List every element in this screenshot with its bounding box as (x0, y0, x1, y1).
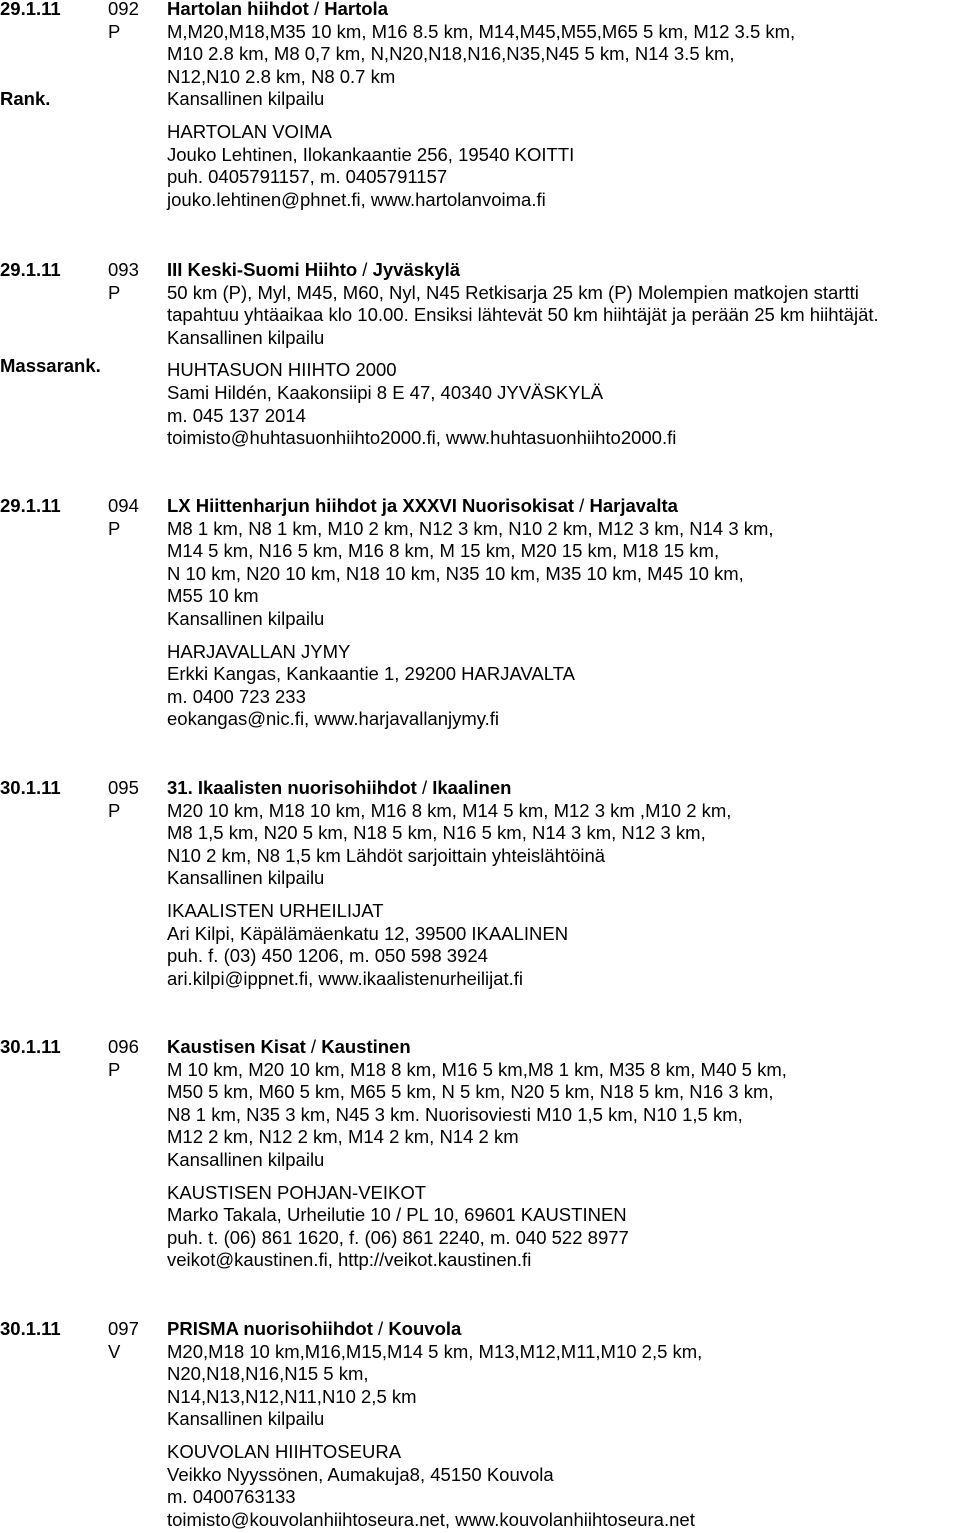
organizer-phone: m. 0400 723 233 (167, 685, 306, 707)
organizer-club: KOUVOLAN HIIHTOSEURA (167, 1440, 402, 1462)
event-description-line: M8 1 km, N8 1 km, M10 2 km, N12 3 km, N10 2 km, M12 3 km, N14 3 km, (167, 517, 774, 539)
event-class: P (108, 799, 121, 821)
organizer-club: IKAALISTEN URHEILIJAT (167, 899, 384, 921)
event-competition-level: Kansallinen kilpailu (167, 1408, 325, 1430)
event-body (167, 1318, 957, 1531)
organizer-links: ari.kilpi@ippnet.fi, www.ikaalistenurheilijat.fi (167, 967, 524, 989)
organizer-links: eokangas@nic.fi, www.harjavallanjymy.fi (167, 708, 500, 730)
event-description-line: M55 10 km (167, 585, 259, 607)
event-class: P (108, 281, 121, 303)
event-description-line: M12 2 km, N12 2 km, M14 2 km, N14 2 km (167, 1126, 519, 1148)
event-title: PRISMA nuorisohiihdot / Kouvola (167, 1318, 462, 1339)
organizer-phone: puh. 0405791157, m. 0405791157 (167, 166, 448, 188)
event-date: 29.1.11 (0, 259, 61, 280)
event-description-line: N 10 km, N20 10 km, N18 10 km, N35 10 km, M35 10 km, M45 10 km, (167, 562, 744, 584)
organizer-contact: Ari Kilpi, Käpälämäenkatu 12, 39500 IKAALINEN (167, 922, 569, 944)
organizer-club: KAUSTISEN POHJAN-VEIKOT (167, 1181, 427, 1203)
event-title: Hartolan hiihdot / Hartola (167, 0, 388, 19)
organizer-club: HARTOLAN VOIMA (167, 120, 332, 142)
event-rank: Rank. (0, 88, 51, 109)
event-organizer (167, 900, 957, 990)
event-number: 092 (108, 0, 139, 19)
event-title: LX Hiittenharjun hiihdot ja XXXVI Nuorisokisat / Harjavalta (167, 495, 678, 516)
organizer-contact: Marko Takala, Urheilutie 10 / PL 10, 69601 KAUSTINEN (167, 1204, 627, 1226)
organizer-phone: m. 045 137 2014 (167, 404, 306, 426)
organizer-contact: Erkki Kangas, Kankaantie 1, 29200 HARJAVALTA (167, 663, 575, 685)
organizer-contact: Sami Hildén, Kaakonsiipi 8 E 47, 40340 JYVÄSKYLÄ (167, 381, 604, 403)
organizer-phone: puh. t. (06) 861 1620, f. (06) 861 2240, m. 040 522 8977 (167, 1226, 629, 1248)
event-date: 30.1.11 (0, 777, 61, 798)
event-date: 29.1.11 (0, 495, 61, 516)
event-competition-level: Kansallinen kilpailu (167, 326, 325, 348)
event-description-line: N8 1 km, N35 3 km, N45 3 km. Nuorisoviesti M10 1,5 km, N10 1,5 km, (167, 1103, 743, 1125)
event-class: V (108, 1340, 121, 1362)
event-description-line: M10 2.8 km, M8 0,7 km, N,N20,N18,N16,N35,N45 5 km, N14 3.5 km, (167, 43, 735, 65)
event-body (167, 777, 957, 990)
event-organizer (167, 359, 957, 449)
event-title: 31. Ikaalisten nuorisohiihdot / Ikaalinen (167, 777, 512, 798)
event-class: P (108, 20, 121, 42)
event-description-line: 50 km (P), Myl, M45, M60, Nyl, N45 Retkisarja 25 km (P) Molempien matkojen startti (167, 281, 859, 303)
event-title: III Keski-Suomi Hiihto / Jyväskylä (167, 259, 461, 280)
event-date: 30.1.11 (0, 1318, 61, 1339)
event-body (167, 0, 957, 211)
organizer-links: veikot@kaustinen.fi, http://veikot.kaustinen.fi (167, 1249, 532, 1271)
event-rank: Massarank. (0, 355, 101, 376)
event-title: Kaustisen Kisat / Kaustinen (167, 1036, 411, 1057)
event-description-line: N10 2 km, N8 1,5 km Lähdöt sarjoittain yhteislähtöinä (167, 844, 606, 866)
event-competition-level: Kansallinen kilpailu (167, 1148, 325, 1170)
event-date: 30.1.11 (0, 1036, 61, 1057)
event-description-line: N14,N13,N12,N11,N10 2,5 km (167, 1385, 417, 1407)
event-number: 094 (108, 495, 139, 516)
event-class: P (108, 517, 121, 539)
organizer-links: jouko.lehtinen@phnet.fi, www.hartolanvoima.fi (167, 188, 546, 210)
organizer-phone: puh. f. (03) 450 1206, m. 050 598 3924 (167, 945, 488, 967)
organizer-club: HARJAVALLAN JYMY (167, 640, 351, 662)
event-description-line: M,M20,M18,M35 10 km, M16 8.5 km, M14,M45,M55,M65 5 km, M12 3.5 km, (167, 20, 796, 42)
event-number: 093 (108, 259, 139, 280)
event-number: 095 (108, 777, 139, 798)
event-description-line: M8 1,5 km, N20 5 km, N18 5 km, N16 5 km, N14 3 km, N12 3 km, (167, 822, 706, 844)
organizer-contact: Jouko Lehtinen, Ilokankaantie 256, 19540 KOITTI (167, 143, 575, 165)
event-description-line: M20 10 km, M18 10 km, M16 8 km, M14 5 km, M12 3 km ,M10 2 km, (167, 799, 732, 821)
event-body (167, 1036, 957, 1272)
organizer-club: HUHTASUON HIIHTO 2000 (167, 359, 397, 381)
organizer-links: toimisto@kouvolanhiihtoseura.net, www.kouvolanhiihtoseura.net (167, 1508, 695, 1530)
event-description-line: M 10 km, M20 10 km, M18 8 km, M16 5 km,M8 1 km, M35 8 km, M40 5 km, (167, 1058, 787, 1080)
event-organizer (167, 1441, 957, 1531)
event-organizer (167, 641, 957, 731)
event-body (167, 259, 957, 450)
event-number: 097 (108, 1318, 139, 1339)
organizer-contact: Veikko Nyyssönen, Aumakuja8, 45150 Kouvola (167, 1463, 554, 1485)
event-date: 29.1.11 (0, 0, 61, 19)
event-number: 096 (108, 1036, 139, 1057)
event-organizer (167, 1182, 957, 1272)
event-competition-level: Kansallinen kilpailu (167, 88, 325, 110)
organizer-links: toimisto@huhtasuonhiihto2000.fi, www.huhtasuonhiihto2000.fi (167, 427, 677, 449)
event-body (167, 495, 957, 731)
event-description-line: N20,N18,N16,N15 5 km, (167, 1363, 369, 1385)
organizer-phone: m. 0400763133 (167, 1486, 296, 1508)
event-description-line: M14 5 km, N16 5 km, M16 8 km, M 15 km, M20 15 km, M18 15 km, (167, 540, 720, 562)
event-description-line: M20,M18 10 km,M16,M15,M14 5 km, M13,M12,M11,M10 2,5 km, (167, 1340, 703, 1362)
event-class: P (108, 1058, 121, 1080)
event-description-line: M50 5 km, M60 5 km, M65 5 km, N 5 km, N20 5 km, N18 5 km, N16 3 km, (167, 1081, 774, 1103)
event-competition-level: Kansallinen kilpailu (167, 607, 325, 629)
event-competition-level: Kansallinen kilpailu (167, 867, 325, 889)
event-organizer (167, 121, 957, 211)
event-description-line: tapahtuu yhtäaikaa klo 10.00. Ensiksi lähtevät 50 km hiihtäjät ja perään 25 km hiihtäjät. (167, 304, 879, 326)
event-description-line: N12,N10 2.8 km, N8 0.7 km (167, 65, 396, 87)
